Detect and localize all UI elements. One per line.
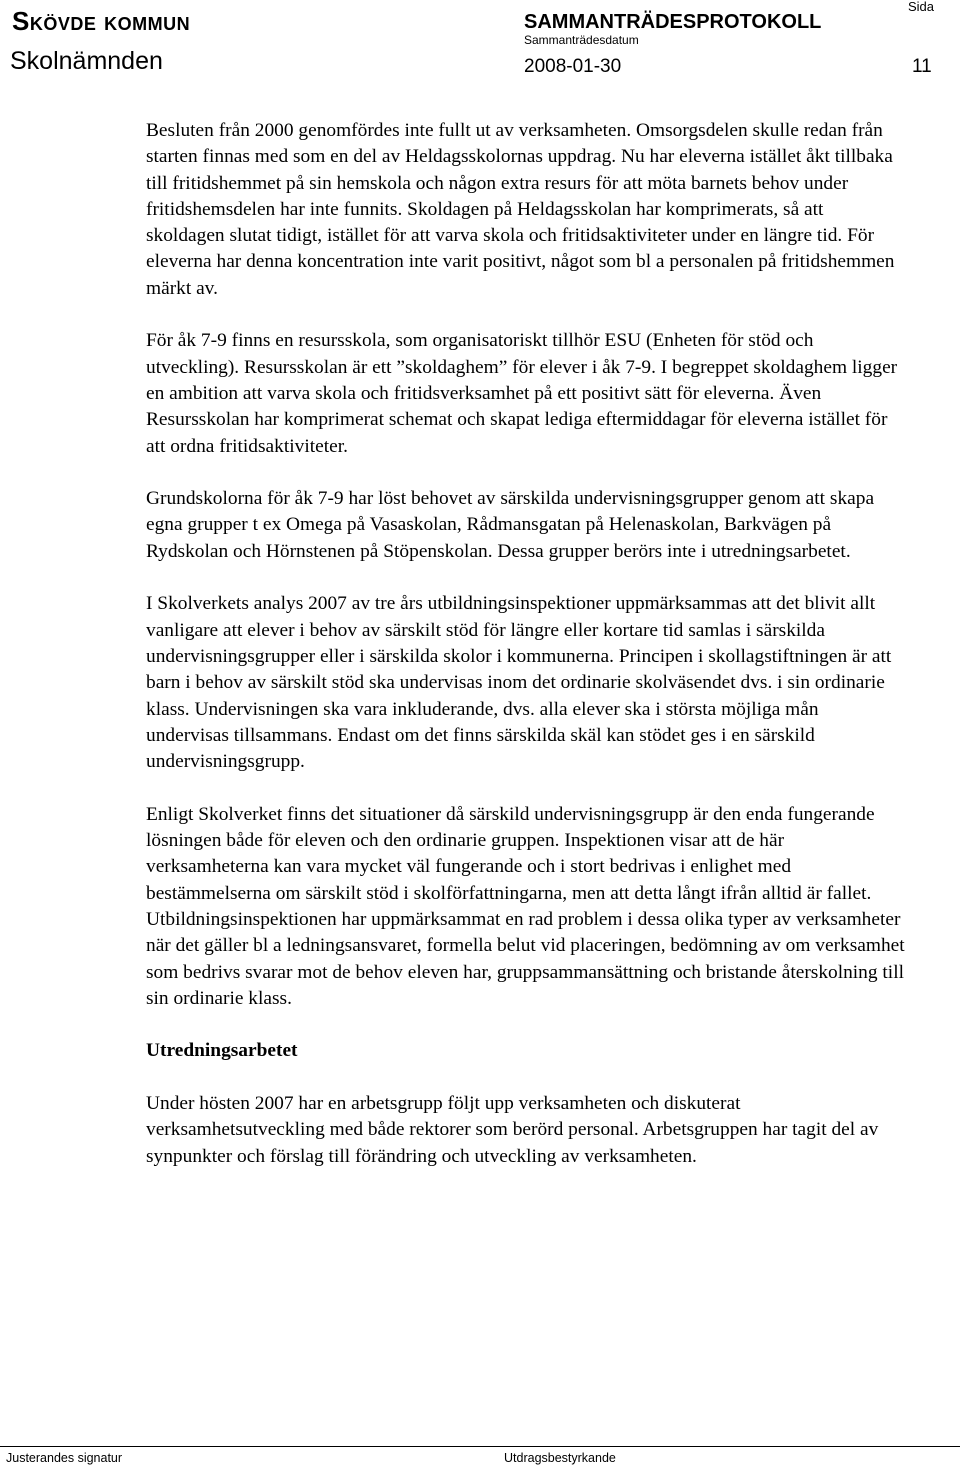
meeting-date-label: Sammanträdesdatum <box>524 33 639 47</box>
page-number: 11 <box>912 56 932 77</box>
page-label: Sida <box>908 0 935 14</box>
document-body <box>146 118 906 1170</box>
paragraph: Enligt Skolverket finns det situationer då särskild undervisningsgrupp är den enda fungerande lösningen både för eleven och den ordinarie gruppen. Inspektionen visar att de här verksamheterna kan vara mycket väl fungerande och i stort bedrivas i enlighet med bestämmelserna om särskilt stöd i skolförfattningarna, men att detta långt ifrån alltid är fallet. Utbildningsinspektionen har uppmärksammat en rad problem i dessa olika typer av verksamheter när det gäller bl a ledningsansvaret, formella belut vid placeringen, bedömning av om verksamhet som bedrivs svarar mot de behov eleven har, gruppsammansättning och bristande återskolning till sin ordinarie klass. <box>146 803 905 1009</box>
committee-name: Skolnämnden <box>10 47 163 75</box>
paragraph: Under hösten 2007 har en arbetsgrupp följt upp verksamheten och diskuterat verksamhetsutveckling med både rektorer som berörd personal. Arbetsgruppen har tagit del av synpunkter och förslag till förändring och utveckling av verksamheten. <box>146 1092 879 1167</box>
certifier-label: Utdragsbestyrkande <box>504 1451 616 1465</box>
paragraph: Besluten från 2000 genomfördes inte fullt ut av verksamheten. Omsorgsdelen skulle redan från starten finnas med som en del av Heldagsskolornas uppdrag. Nu har eleverna istället åkt tillbaka till fritidshemmet på sin hemskola och någon extra resurs för att möta barnets behov under fritidshemsdelen har inte funnits. Skoldagen på Heldagsskolan har komprimerats, så att skoldagen slutat tidigt, istället för att varva skola och fritidsaktiviteter under en längre tid. För eleverna har denna koncentration inte varit positivt, något som bl a personalen på fritidshemmen märkt av. <box>146 120 895 299</box>
document-type: SAMMANTRÄDESPROTOKOLL <box>524 11 822 33</box>
section-heading: Utredningsarbetet <box>146 1040 298 1062</box>
paragraph: Grundskolorna för åk 7-9 har löst behovet av särskilda undervisningsgrupper genom att skapa egna grupper t ex Omega på Vasaskolan, Rådmansgatan på Helenaskolan, Barkvägen på Rydskolan och Hörnstenen på Stöpenskolan. Dessa grupper berörs inte i utredningsarbetet. <box>146 488 875 562</box>
paragraph: I Skolverkets analys 2007 av tre års utbildningsinspektioner uppmärksammas att det blivit allt vanligare att elever i behov av särskilt stöd för längre eller kortare tid samlas i särskilda undervisningsgrupper eller i särskilda skolor i kommunerna. Principen i skollagstiftningen är att barn i behov av särskilt stöd ska undervisas inom det ordinarie skolväsendet dvs. i sin ordinarie klass. Undervisningen ska vara inkluderande, dvs. alla elever ska i största möjliga mån undervisas tillsammans. Endast om det finns särskilda skäl kan stödet ges i en särskild undervisningsgrupp. <box>146 593 892 773</box>
signature-label: Justerandes signatur <box>6 1451 123 1465</box>
meeting-date: 2008-01-30 <box>524 56 622 77</box>
organization-name: Skövde kommun <box>12 6 191 36</box>
footer-divider <box>0 1446 960 1447</box>
paragraph: För åk 7-9 finns en resursskola, som organisatoriskt tillhör ESU (Enheten för stöd och utveckling). Resursskolan är ett ”skoldaghem” för elever i åk 7-9. I begreppet skoldaghem ligger en ambition att varva skola och fritidsverksamhet på ett positivt sätt för eleverna. Även Resursskolan har komprimerat schemat och skapat lediga eftermiddagar för eleverna istället för att ordna fritidsaktiviteter. <box>146 330 898 457</box>
